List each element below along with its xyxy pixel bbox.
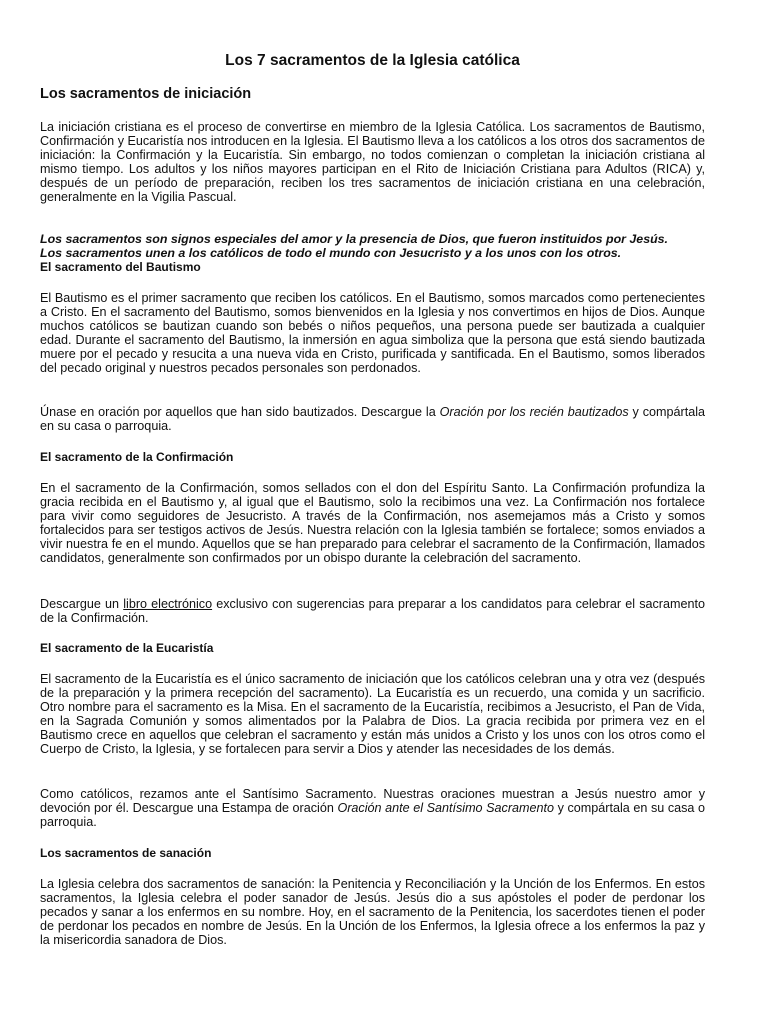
ebook-link[interactable]: libro electrónico xyxy=(123,597,213,611)
paragraph-eucaristia-prayer xyxy=(40,787,705,829)
emphasis-line-2: Los sacramentos unen a los católicos de todo el mundo con Jesucristo y a los unos con los otros. xyxy=(40,246,622,260)
section-heading-confirmacion: El sacramento de la Confirmación xyxy=(40,450,234,464)
emphasis-block xyxy=(40,232,705,260)
paragraph-bautismo: El Bautismo es el primer sacramento que reciben los católicos. En el Bautismo, somos marcados como pertenecientes a Cristo. En el sacramento del Bautismo, somos bienvenidos en la Iglesia y nos convertimos en hijos de Dios. Aunque muchos católicos se bautizan cuando son bebés o niños pequeños, una persona puede ser bautizada a cualquier edad. Durante el sacramento del Bautismo, la inmersión en agua simboliza que la persona que está siendo bautizada muere por el pecado y resucita a una nueva vida en Cristo, purificada y santificada. En el Bautismo, somos liberados del pecado original y nuestros pecados personales son perdonados. xyxy=(40,291,705,375)
prayer-title: Oración ante el Santísimo Sacramento xyxy=(337,801,555,815)
prayer-text-after: y compártala en su casa o parroquia. xyxy=(40,801,705,829)
section-heading-sanacion: Los sacramentos de sanación xyxy=(40,846,212,860)
prayer-text-before: Como católicos, rezamos ante el Santísimo Sacramento. Nuestras oraciones muestran a Jesús nuestro amor y devoción por él. Descargue una Estampa de oración xyxy=(40,787,705,815)
section-heading-iniciacion: Los sacramentos de iniciación xyxy=(40,86,252,102)
paragraph-confirmacion-download xyxy=(40,597,705,625)
paragraph-confirmacion: En el sacramento de la Confirmación, somos sellados con el don del Espíritu Santo. La Confirmación profundiza la gracia recibida en el Bautismo y, al igual que el Bautismo, solo la recibimos una vez. La Confirmación nos fortalece para vivir como seguidores de Jesucristo. A través de la Confirmación, nos asemejamos más a Cristo y somos fortalecidos para ser testigos activos de Jesús. Nuestra relación con la Iglesia también se fortalece; somos enviados a vivir nuestra fe en el mundo. Aquellos que se han preparado para celebrar el sacramento de la Confirmación, llamados candidatos, generalmente son confirmados por un obispo durante la celebración del sacramento. xyxy=(40,481,705,565)
paragraph-eucaristia: El sacramento de la Eucaristía es el único sacramento de iniciación que los católicos celebran una y otra vez (después de la preparación y la primera recepción del sacramento). La Eucaristía es un recuerdo, una comida y un sacrificio. Otro nombre para el sacramento es la Misa. En el sacramento de la Eucaristía, recibimos a Jesucristo, el Pan de Vida, en la Sagrada Comunión y somos alimentados por la Palabra de Dios. La gracia recibida por primera vez en el Bautismo crece en aquellos que celebran el sacramento y están más unidos a Cristo y los unos con los otros como el Cuerpo de Cristo, la Iglesia, y se fortalecen para servir a Dios y atender las necesidades de los demás. xyxy=(40,672,705,756)
prayer-text-after: y compártala en su casa o parroquia. xyxy=(40,405,705,433)
download-text-after: exclusivo con sugerencias para preparar a los candidatos para celebrar el sacramento de la Confirmación. xyxy=(40,597,706,625)
paragraph-sanacion: La Iglesia celebra dos sacramentos de sanación: la Penitencia y Reconciliación y la Unción de los Enfermos. En estos sacramentos, la Iglesia celebra el poder sanador de Jesús. Jesús dio a sus apóstoles el poder de perdonar los pecados y sanar a los enfermos en su nombre. Hoy, en el sacramento de la Penitencia, los sacerdotes tienen el poder de perdonar los pecados en nombre de Jesús. En la Unción de los Enfermos, la Iglesia ofrece a los enfermos la paz y la misericordia sanadora de Dios. xyxy=(40,877,705,947)
paragraph-iniciacion: La iniciación cristiana es el proceso de convertirse en miembro de la Iglesia Católica. Los sacramentos de Bautismo, Confirmación y Eucaristía nos introducen en la Iglesia. El Bautismo lleva a los católicos a los otros dos sacramentos de iniciación: la Confirmación y la Eucaristía. Sin embargo, no todos comienzan o completan la iniciación cristiana al mismo tiempo. Los adultos y los niños mayores participan en el Rito de Iniciación Cristiana para Adultos (RICA) y, después de un período de preparación, reciben los tres sacramentos de iniciación cristiana en una celebración, generalmente en la Vigilia Pascual. xyxy=(40,120,705,204)
prayer-text-before: Únase en oración por aquellos que han sido bautizados. Descargue la xyxy=(40,405,440,419)
document-title: Los 7 sacramentos de la Iglesia católica xyxy=(225,52,520,69)
emphasis-line-1: Los sacramentos son signos especiales del amor y la presencia de Dios, que fueron instituidos por Jesús. xyxy=(40,232,668,246)
download-text-before: Descargue un xyxy=(40,597,124,611)
section-heading-eucaristia: El sacramento de la Eucaristía xyxy=(40,641,214,655)
paragraph-bautismo-prayer xyxy=(40,405,705,433)
prayer-title: Oración por los recién bautizados xyxy=(439,405,629,419)
section-heading-bautismo: El sacramento del Bautismo xyxy=(40,260,201,274)
